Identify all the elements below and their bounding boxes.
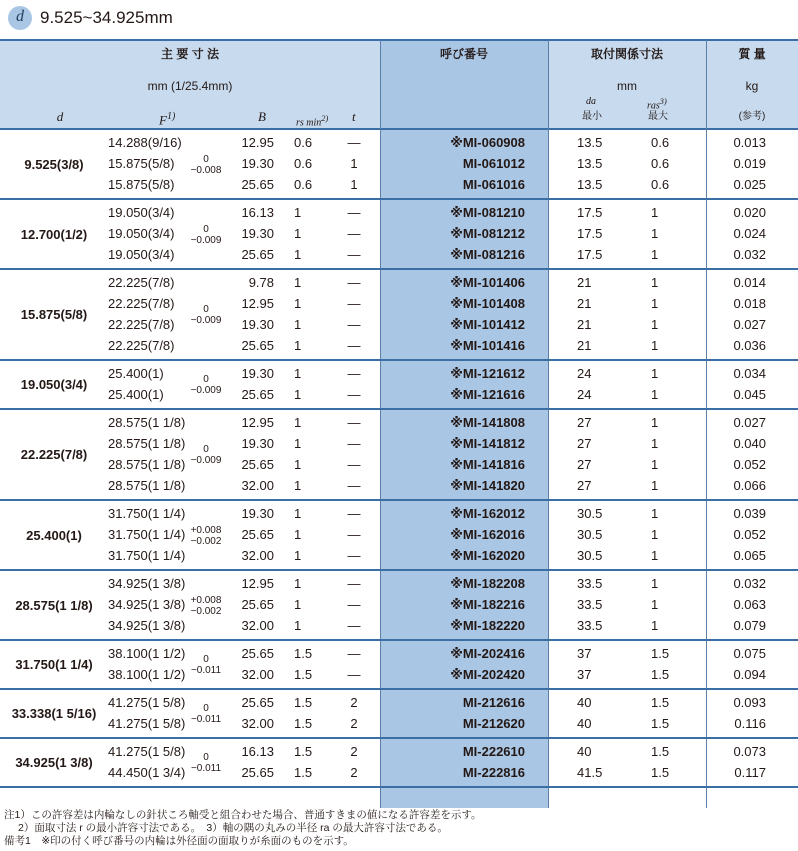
cell-mass: 0.045: [733, 387, 766, 402]
tolerance-upper: 0: [203, 703, 209, 714]
cell-r: 1: [294, 317, 302, 332]
bore-diameter: 28.575(1 1/8): [15, 597, 93, 613]
cell-ra: 0.6: [651, 177, 670, 192]
cell-des: ※MI-101408: [450, 296, 525, 311]
mass-unit: kg: [745, 79, 759, 93]
cell-mass: 0.034: [733, 366, 766, 381]
cell-B: 19.30: [241, 226, 274, 241]
cell-t: —: [347, 597, 361, 612]
cell-des: MI-061012: [462, 156, 525, 171]
cell-F: 19.050(3/4): [108, 205, 175, 220]
cell-F: 19.050(3/4): [108, 247, 175, 262]
cell-F: 22.225(7/8): [108, 275, 175, 290]
cell-t: 2: [350, 744, 358, 759]
cell-ra: 1: [651, 226, 659, 241]
cell-des: ※MI-141820: [450, 478, 525, 493]
cell-B: 25.65: [241, 247, 274, 262]
bore-diameter: 19.050(3/4): [20, 377, 88, 392]
cell-mass: 0.075: [733, 646, 766, 661]
bore-diameter: 34.925(1 3/8): [15, 755, 93, 770]
cell-F: 25.400(1): [108, 366, 164, 381]
cell-mass: 0.093: [733, 695, 766, 710]
cell-t: 1: [350, 156, 358, 171]
cell-r: 1: [294, 527, 302, 542]
cell-r: 0.6: [294, 177, 313, 192]
mounting-heading: 取付関係寸法: [590, 47, 663, 61]
cell-da: 30.5: [577, 527, 603, 542]
cell-t: —: [347, 667, 361, 682]
cell-B: 25.65: [241, 695, 274, 710]
cell-F: 44.450(1 3/4): [108, 765, 186, 780]
size-range: 9.525~34.925mm: [40, 8, 173, 27]
cell-da: 17.5: [577, 205, 603, 220]
col-r: rs $\min^{2)}$: [296, 114, 329, 129]
cell-r: 1: [294, 366, 302, 381]
cell-ra: 1: [651, 506, 659, 521]
cell-des: ※MI-162012: [450, 506, 525, 521]
cell-B: 25.65: [241, 765, 274, 780]
tolerance-upper: +0.008: [190, 594, 222, 606]
cell-B: 19.30: [241, 366, 274, 381]
cell-ra: 1.5: [651, 667, 670, 682]
cell-F: 22.225(7/8): [108, 338, 175, 353]
tolerance-lower: −0.002: [190, 535, 222, 547]
cell-des: ※MI-182216: [450, 597, 525, 612]
cell-ra: 1: [651, 296, 659, 311]
cell-B: 25.65: [241, 597, 274, 612]
cell-da: 13.5: [577, 177, 603, 192]
cell-des: ※MI-081210: [450, 205, 525, 220]
tolerance-upper: 0: [203, 752, 209, 763]
cell-mass: 0.073: [733, 744, 766, 759]
cell-ra: 0.6: [651, 135, 670, 150]
cell-da: 30.5: [577, 548, 603, 563]
cell-da: 21: [577, 338, 592, 353]
cell-t: —: [347, 366, 361, 381]
cell-r: 1: [294, 618, 302, 633]
cell-des: ※MI-141812: [450, 436, 525, 451]
ra-max: 最大: [648, 111, 668, 122]
cell-ra: 1.5: [651, 695, 670, 710]
cell-F: 31.750(1 1/4): [108, 506, 186, 521]
cell-da: 17.5: [577, 247, 603, 262]
cell-t: 2: [350, 695, 358, 710]
cell-F: 22.225(7/8): [108, 317, 175, 332]
tolerance-upper: 0: [203, 223, 209, 235]
cell-da: 24: [577, 387, 592, 402]
cell-mass: 0.117: [734, 765, 766, 780]
cell-des: ※MI-141808: [450, 415, 525, 430]
cell-ra: 1: [651, 275, 659, 290]
cell-ra: 1: [651, 548, 659, 563]
cell-ra: 1: [651, 387, 659, 402]
cell-t: —: [347, 135, 361, 150]
cell-B: 32.00: [241, 667, 274, 682]
cell-t: —: [347, 618, 361, 633]
cell-t: —: [347, 576, 361, 591]
footnotes: [4, 809, 482, 848]
cell-des: ※MI-162016: [450, 527, 525, 542]
cell-mass: 0.079: [733, 618, 766, 633]
cell-mass: 0.018: [733, 296, 766, 311]
cell-da: 33.5: [577, 618, 603, 633]
cell-mass: 0.025: [733, 177, 766, 192]
cell-B: 32.00: [241, 618, 274, 633]
cell-des: ※MI-182208: [450, 576, 525, 591]
note-1: 注1）この許容差は内輪なしの針状ころ軸受と組合わせた場合、普通すきまの値になる許容差を示す。: [4, 809, 482, 821]
cell-F: 25.400(1): [108, 387, 164, 402]
cell-r: 1.5: [294, 667, 313, 682]
cell-B: 25.65: [241, 177, 274, 192]
cell-da: 40: [577, 744, 592, 759]
cell-mass: 0.094: [733, 667, 766, 682]
cell-des: ※MI-202416: [450, 646, 525, 661]
cell-t: —: [347, 247, 361, 262]
cell-ra: 1: [651, 576, 659, 591]
tolerance-lower: −0.009: [190, 455, 222, 466]
cell-r: 0.6: [294, 156, 313, 171]
cell-F: 38.100(1 1/2): [108, 667, 186, 682]
cell-ra: 1: [651, 247, 659, 262]
tolerance-lower: −0.009: [190, 234, 222, 246]
cell-r: 1: [294, 296, 302, 311]
tolerance-lower: −0.011: [190, 665, 222, 676]
cell-ra: 1.5: [651, 744, 670, 759]
tolerance-lower: −0.009: [190, 385, 222, 396]
cell-B: 32.00: [241, 716, 274, 731]
cell-da: 21: [577, 317, 592, 332]
cell-r: 1: [294, 478, 302, 493]
cell-da: 27: [577, 436, 592, 451]
cell-r: 1: [294, 226, 302, 241]
group-rule: [0, 408, 798, 410]
cell-t: 2: [350, 716, 358, 731]
cell-ra: 1.5: [651, 716, 670, 731]
cell-da: 21: [577, 275, 592, 290]
cell-r: 1: [294, 548, 302, 563]
cell-ra: 1: [651, 317, 659, 332]
cell-B: 16.13: [241, 205, 274, 220]
cell-da: 27: [577, 457, 592, 472]
cell-r: 1.5: [294, 765, 313, 780]
cell-ra: 1: [651, 457, 659, 472]
cell-da: 37: [577, 667, 592, 682]
divider: [548, 40, 549, 808]
cell-r: 1: [294, 387, 302, 402]
cell-B: 9.78: [248, 275, 274, 290]
cell-B: 25.65: [241, 527, 274, 542]
mass-heading: 質 量: [738, 47, 766, 61]
cell-ra: 1.5: [651, 646, 670, 661]
cell-da: 21: [577, 296, 592, 311]
cell-mass: 0.039: [733, 506, 766, 521]
col-ra: ras$^{3)}$: [647, 97, 667, 112]
cell-F: 28.575(1 1/8): [108, 415, 186, 430]
top-rule: [0, 39, 798, 41]
cell-B: 25.65: [241, 457, 274, 472]
cell-r: 1: [294, 576, 302, 591]
cell-des: ※MI-081212: [450, 226, 525, 241]
cell-mass: 0.063: [733, 597, 766, 612]
cell-da: 40: [577, 695, 592, 710]
cell-r: 1: [294, 415, 302, 430]
col-da: da: [586, 96, 596, 107]
cell-t: —: [347, 478, 361, 493]
group-rule: [0, 198, 798, 200]
cell-mass: 0.032: [733, 576, 766, 591]
tolerance-upper: 0: [203, 654, 209, 665]
cell-mass: 0.036: [733, 338, 766, 353]
cell-ra: 1: [651, 618, 659, 633]
cell-des: MI-222816: [462, 765, 525, 780]
tolerance-lower: −0.011: [190, 763, 222, 774]
tolerance-lower: −0.008: [190, 164, 222, 176]
cell-da: 40: [577, 716, 592, 731]
cell-da: 13.5: [577, 156, 603, 171]
cell-F: 34.925(1 3/8): [108, 618, 186, 633]
cell-t: —: [347, 317, 361, 332]
tolerance-lower: −0.009: [190, 315, 222, 326]
cell-t: —: [347, 275, 361, 290]
cell-r: 0.6: [294, 135, 313, 150]
cell-mass: 0.027: [733, 415, 766, 430]
cell-F: 38.100(1 1/2): [108, 646, 186, 661]
bore-diameter: 31.750(1 1/4): [15, 657, 93, 672]
cell-B: 25.65: [241, 338, 274, 353]
cell-F: 15.875(5/8): [108, 177, 175, 192]
cell-r: 1.5: [294, 744, 313, 759]
cell-B: 25.65: [241, 387, 274, 402]
group-rule: [0, 639, 798, 641]
cell-des: ※MI-202420: [450, 667, 525, 682]
tolerance-lower: −0.011: [190, 714, 222, 725]
cell-B: 19.30: [241, 156, 274, 171]
bore-diameter: 33.338(1 5/16): [11, 706, 97, 721]
note-3: 備考1 ※印の付く呼び番号の内輪は外径面の面取りが糸面のものを示す。: [4, 835, 354, 847]
group-rule: [0, 569, 798, 571]
cell-mass: 0.027: [733, 317, 766, 332]
cell-ra: 1: [651, 415, 659, 430]
cell-F: 31.750(1 1/4): [108, 548, 186, 563]
group-rule: [0, 786, 798, 788]
cell-r: 1: [294, 275, 302, 290]
cell-des: ※MI-101416: [450, 338, 525, 353]
cell-t: —: [347, 506, 361, 521]
cell-r: 1.5: [294, 646, 313, 661]
cell-t: —: [347, 205, 361, 220]
cell-F: 34.925(1 3/8): [108, 576, 186, 591]
cell-mass: 0.020: [733, 205, 766, 220]
cell-r: 1: [294, 506, 302, 521]
cell-r: 1: [294, 247, 302, 262]
cell-F: 22.225(7/8): [108, 296, 175, 311]
cell-da: 41.5: [577, 765, 603, 780]
cell-ra: 0.6: [651, 156, 670, 171]
bore-diameter: 25.400(1): [26, 527, 82, 543]
tolerance-upper: 0: [203, 444, 209, 455]
cell-des: ※MI-182220: [450, 618, 525, 633]
cell-da: 27: [577, 478, 592, 493]
cell-t: —: [347, 548, 361, 563]
cell-des: ※MI-101412: [450, 317, 525, 332]
cell-ra: 1: [651, 366, 659, 381]
tolerance-upper: 0: [203, 374, 209, 385]
cell-t: —: [347, 646, 361, 661]
cell-da: 37: [577, 646, 592, 661]
cell-des: ※MI-121612: [450, 366, 525, 381]
cell-des: MI-061016: [462, 177, 525, 192]
note-2: 2）面取寸法 r の最小許容寸法である。 3）軸の隅の丸みの半径 ra の最大許容寸法である。: [18, 822, 448, 834]
cell-des: MI-212616: [462, 695, 525, 710]
cell-F: 19.050(3/4): [108, 226, 175, 241]
tolerance-upper: +0.008: [190, 524, 222, 536]
header-rule: [0, 128, 798, 130]
designation-heading: 呼び番号: [439, 47, 488, 61]
cell-t: —: [347, 226, 361, 241]
cell-des: ※MI-101406: [450, 275, 525, 290]
cell-F: 15.875(5/8): [108, 156, 175, 171]
cell-B: 16.13: [241, 744, 274, 759]
cell-mass: 0.066: [733, 478, 766, 493]
cell-mass: 0.019: [733, 156, 766, 171]
cell-B: 19.30: [241, 436, 274, 451]
bore-diameter: 15.875(5/8): [20, 307, 88, 322]
cell-B: 19.30: [241, 317, 274, 332]
cell-mass: 0.024: [733, 226, 766, 241]
cell-mass: 0.014: [733, 275, 766, 290]
cell-ra: 1: [651, 597, 659, 612]
col-d: d: [56, 109, 64, 124]
cell-F: 34.925(1 3/8): [108, 597, 186, 612]
cell-ra: 1.5: [651, 765, 670, 780]
cell-ra: 1: [651, 436, 659, 451]
cell-B: 12.95: [241, 135, 274, 150]
symbol-badge: d: [8, 6, 32, 30]
cell-des: ※MI-081216: [450, 247, 525, 262]
cell-ra: 1: [651, 527, 659, 542]
cell-ra: 1: [651, 478, 659, 493]
cell-B: 12.95: [241, 296, 274, 311]
cell-r: 1.5: [294, 695, 313, 710]
cell-da: 33.5: [577, 576, 603, 591]
cell-t: —: [347, 527, 361, 542]
cell-F: 28.575(1 1/8): [108, 457, 186, 472]
cell-ra: 1: [651, 338, 659, 353]
cell-r: 1: [294, 436, 302, 451]
cell-ra: 1: [651, 205, 659, 220]
cell-t: 1: [350, 177, 358, 192]
group-rule: [0, 688, 798, 690]
cell-B: 32.00: [241, 548, 274, 563]
col-f: $F^{1)}$: [159, 111, 176, 128]
cell-des: ※MI-141816: [450, 457, 525, 472]
cell-t: —: [347, 338, 361, 353]
cell-B: 25.65: [241, 646, 274, 661]
bore-diameter: 22.225(7/8): [20, 447, 88, 462]
cell-mass: 0.116: [734, 716, 766, 731]
cell-r: 1: [294, 338, 302, 353]
cell-des: MI-212620: [462, 716, 525, 731]
cell-mass: 0.065: [733, 548, 766, 563]
cell-da: 30.5: [577, 506, 603, 521]
cell-B: 19.30: [241, 506, 274, 521]
cell-r: 1: [294, 457, 302, 472]
cell-da: 13.5: [577, 135, 603, 150]
group-rule: [0, 499, 798, 501]
tolerance-lower: −0.002: [190, 605, 222, 617]
cell-des: ※MI-162020: [450, 548, 525, 563]
col-t: t: [352, 109, 356, 124]
unit-label: mm (1/25.4mm): [147, 79, 233, 93]
col-b: B: [258, 109, 266, 124]
tolerance-upper: 0: [203, 304, 209, 315]
da-min: 最小: [582, 111, 602, 122]
mounting-unit: mm: [617, 79, 637, 93]
cell-mass: 0.040: [733, 436, 766, 451]
cell-t: —: [347, 296, 361, 311]
cell-t: 2: [350, 765, 358, 780]
cell-F: 41.275(1 5/8): [108, 744, 186, 759]
cell-B: 32.00: [241, 478, 274, 493]
cell-des: MI-222610: [462, 744, 525, 759]
cell-r: 1.5: [294, 716, 313, 731]
cell-da: 17.5: [577, 226, 603, 241]
mass-ref: (参考): [738, 111, 766, 122]
cell-r: 1: [294, 597, 302, 612]
main-dimensions-heading: 主 要 寸 法: [160, 47, 219, 61]
cell-da: 24: [577, 366, 592, 381]
cell-des: ※MI-060908: [450, 135, 525, 150]
cell-mass: 0.013: [733, 135, 766, 150]
group-rule: [0, 737, 798, 739]
cell-F: 28.575(1 1/8): [108, 436, 186, 451]
cell-mass: 0.052: [733, 527, 766, 542]
cell-F: 41.275(1 5/8): [108, 695, 186, 710]
bore-diameter: 9.525(3/8): [24, 156, 84, 172]
group-rule: [0, 359, 798, 361]
cell-des: ※MI-121616: [450, 387, 525, 402]
cell-mass: 0.052: [733, 457, 766, 472]
cell-F: 31.750(1 1/4): [108, 527, 186, 542]
bore-diameter: 12.700(1/2): [20, 226, 88, 242]
cell-t: —: [347, 415, 361, 430]
cell-B: 12.95: [241, 576, 274, 591]
cell-t: —: [347, 387, 361, 402]
tolerance-upper: 0: [203, 153, 209, 165]
group-rule: [0, 268, 798, 270]
cell-B: 12.95: [241, 415, 274, 430]
cell-F: 41.275(1 5/8): [108, 716, 186, 731]
cell-da: 33.5: [577, 597, 603, 612]
cell-mass: 0.032: [733, 247, 766, 262]
cell-F: 14.288(9/16): [108, 135, 182, 150]
cell-t: —: [347, 436, 361, 451]
cell-F: 28.575(1 1/8): [108, 478, 186, 493]
cell-da: 27: [577, 415, 592, 430]
cell-t: —: [347, 457, 361, 472]
cell-r: 1: [294, 205, 302, 220]
